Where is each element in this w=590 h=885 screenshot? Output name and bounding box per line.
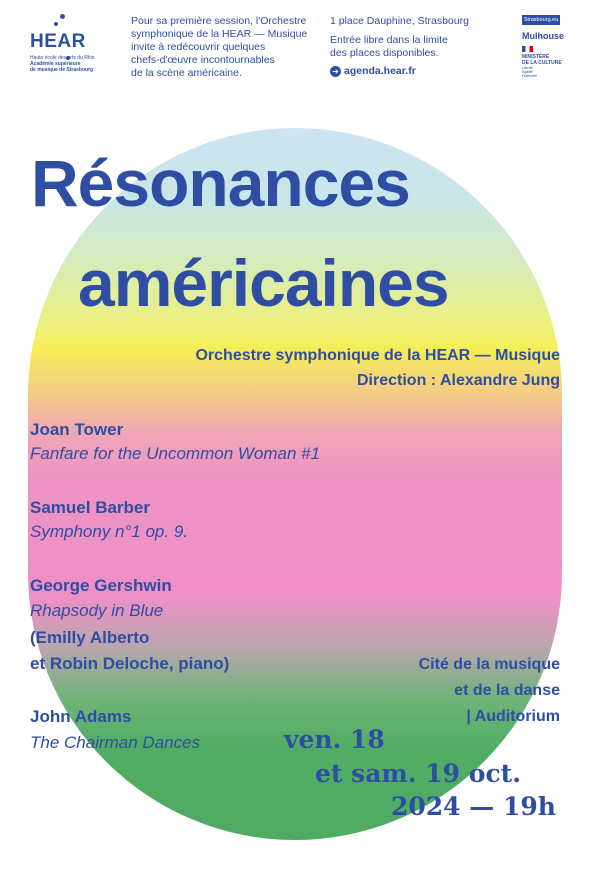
address: 1 place Dauphine, Strasbourg [330, 15, 469, 27]
ministry-motto: Liberté Égalité Fraternité [522, 66, 537, 78]
arrow-right-icon: ➔ [330, 66, 341, 77]
composer-name: Samuel Barber [30, 498, 150, 517]
title-line-2: américaines [78, 246, 449, 320]
logo-tagline-line: de musique de Strasbourg [30, 67, 94, 73]
entry-line: Entrée libre dans la limite [330, 34, 448, 46]
venue-line: et de la danse [454, 682, 560, 699]
work-title: Symphony n°1 op. 9. [30, 522, 189, 541]
date-line: ven. 18 [284, 725, 385, 754]
intro-line: invite à redécouvrir quelques [131, 41, 266, 53]
ministry-line: DE LA CULTURE [522, 60, 562, 66]
mulhouse-logo: Mulhouse [522, 31, 564, 41]
logo-tagline-line: Haute école des arts du Rhin [30, 55, 95, 61]
composer-name: John Adams [30, 707, 132, 726]
intro-line: symphonique de la HEAR — Musique [131, 28, 308, 40]
flag-icon [522, 46, 533, 52]
intro-text [131, 15, 307, 80]
ministry-line: MINISTÈRE [522, 54, 550, 60]
address-block [330, 15, 469, 60]
entry-line: des places disponibles. [330, 47, 439, 59]
agenda-link-text[interactable]: agenda.hear.fr [344, 65, 416, 77]
logo-tagline-line: Académie supérieure [30, 61, 81, 67]
hear-logo: HEAR [30, 31, 86, 52]
agenda-link[interactable] [330, 65, 416, 77]
date-line: et sam. 19 oct. [315, 759, 521, 788]
work-title: Fanfare for the Uncommon Woman #1 [30, 444, 321, 463]
work-title: The Chairman Dances [30, 733, 201, 752]
hear-logo-tagline [30, 55, 130, 73]
soloists-line: et Robin Deloche, piano) [30, 654, 230, 673]
strasbourg-logo: Strasbourg.eu [523, 17, 559, 23]
orchestra-line: Orchestre symphonique de la HEAR — Musique [195, 347, 560, 364]
work-title: Rhapsody in Blue [30, 601, 164, 620]
title-line-1: Résonances [31, 146, 410, 220]
date-time-line: 2024 — 19h [391, 792, 556, 821]
ministry-logo [522, 46, 562, 78]
venue-line: Cité de la musique [418, 656, 560, 673]
intro-line: Pour sa première session, l'Orchestre [131, 15, 307, 27]
soloists-line: (Emilly Alberto [30, 628, 150, 647]
venue-line: | Auditorium [466, 708, 560, 725]
intro-line: de la scène américaine. [131, 67, 242, 79]
composer-name: George Gershwin [30, 576, 172, 595]
direction-line: Direction : Alexandre Jung [357, 372, 560, 389]
intro-line: chefs-d'œuvre incontournables [131, 54, 275, 66]
composer-name: Joan Tower [30, 420, 124, 439]
